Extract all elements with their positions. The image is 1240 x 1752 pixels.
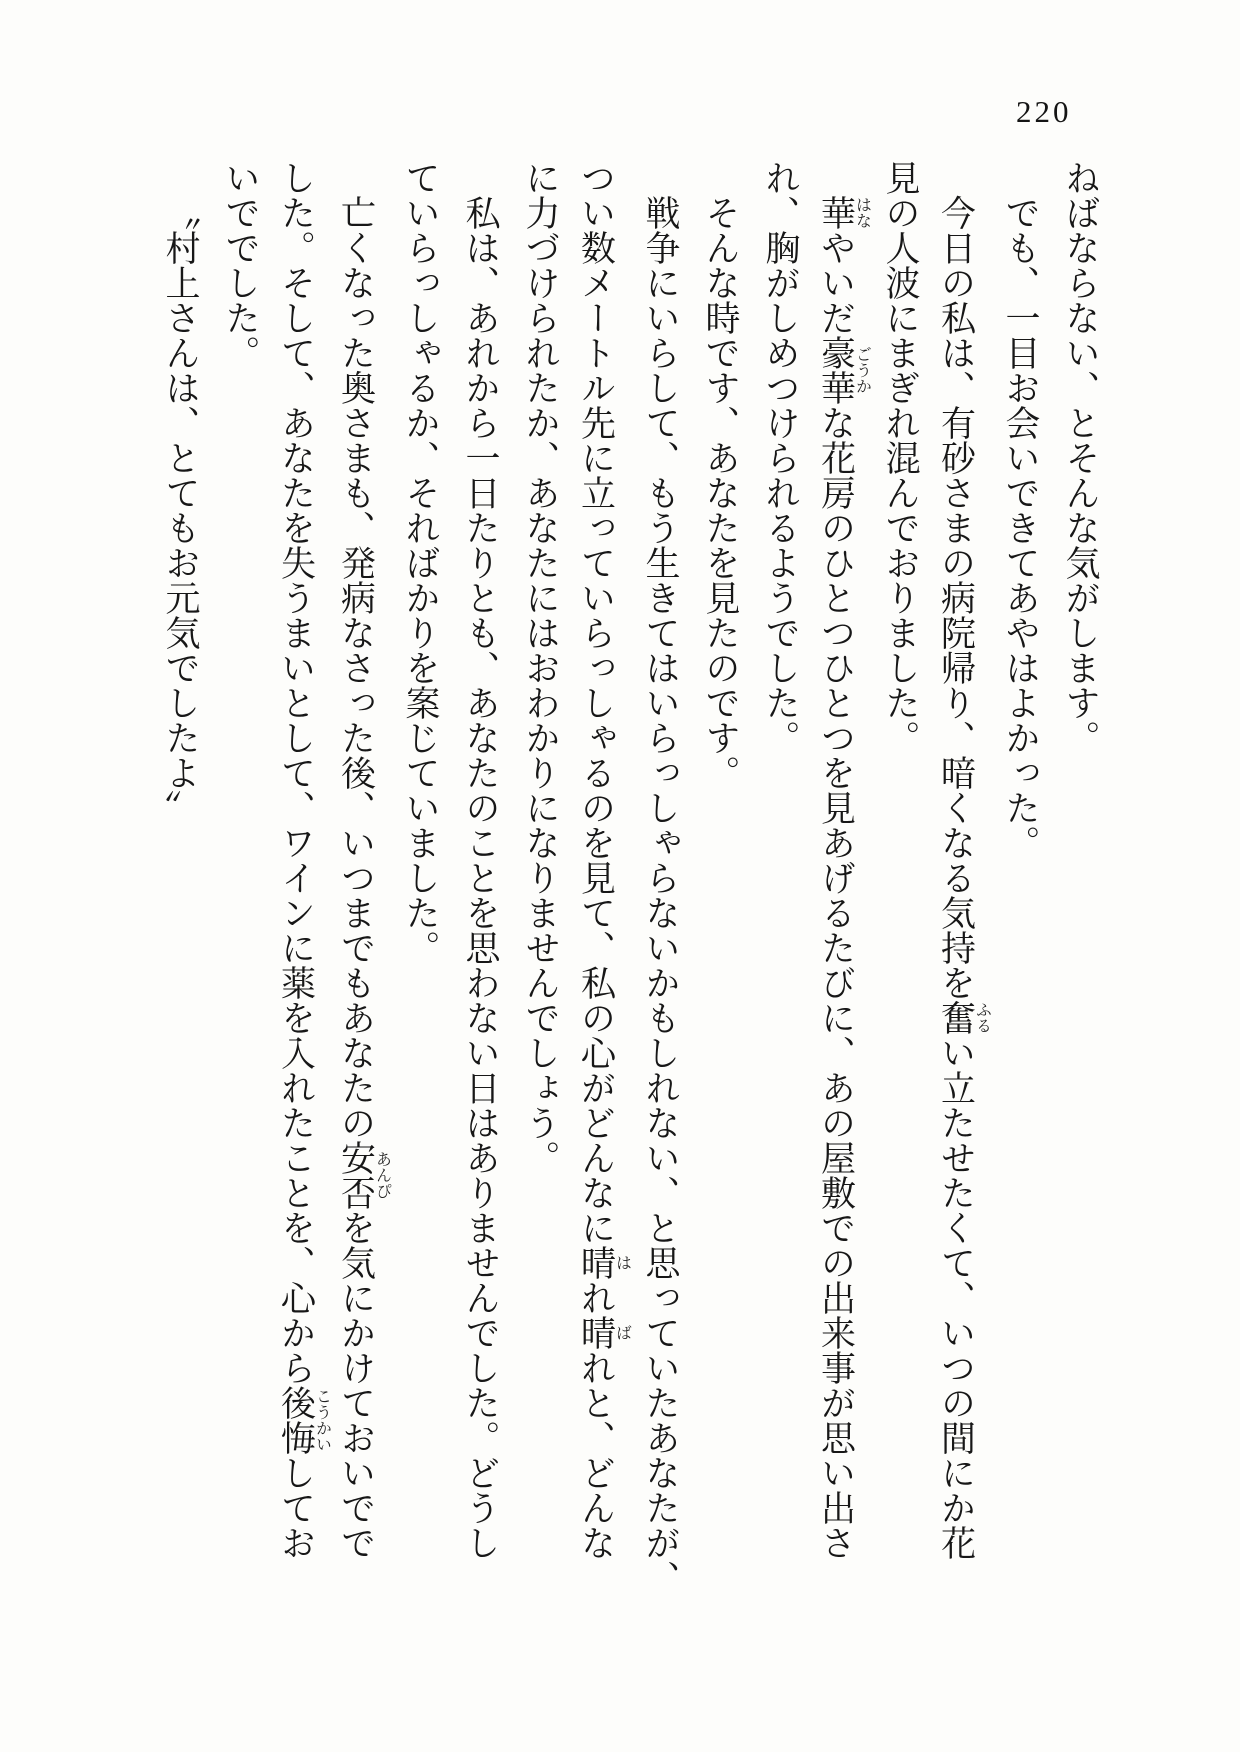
page-number: 220 [1016, 94, 1072, 129]
text-run: ていらっしゃるか、そればかりを案じていました。 [401, 160, 440, 965]
furigana-text: ふる [973, 1000, 991, 1035]
furigana-text: ごうか [853, 335, 871, 405]
text-run: な花房のひとつひとつを見あげるたびに、あの屋敷での出来事が思い出さ [816, 405, 856, 1560]
text-column [630, 160, 690, 1600]
text-run: してお [276, 1455, 316, 1560]
text-column [690, 160, 750, 1600]
text-block [146, 160, 1110, 1600]
text-run: れ、胸がしめつけられるようでした。 [761, 160, 800, 755]
text-run: い立たせたくて、いつの間にか花 [936, 1035, 976, 1560]
text-run: 見の人波にまぎれ混んでおりました。 [881, 160, 920, 755]
text-run: いででした。 [221, 160, 260, 370]
text-column [750, 160, 810, 1600]
furigana-ruby: 安否あんぴ [336, 1140, 391, 1210]
text-run: やいだ [816, 230, 856, 335]
text-column [330, 160, 390, 1600]
furigana-ruby: 華はな [816, 195, 871, 230]
text-run: に力づけられたか、あなたにはおわかりになりませんでしょう。 [521, 160, 560, 1175]
text-run: れと、どんな [576, 1350, 616, 1560]
text-run: 亡くなった奥さまも、発病なさった後、いつまでもあなたの [336, 195, 376, 1140]
text-column [930, 160, 990, 1600]
furigana-ruby: 後悔こうかい [276, 1385, 331, 1455]
text-column [570, 160, 630, 1600]
furigana-ruby: 晴ば [576, 1315, 631, 1350]
text-run: した。そして、あなたを失うまいとして、ワインに薬を入れたことを、心から [276, 160, 316, 1385]
text-run: 私は、あれから一日たりとも、あなたのことを思わない日はありませんでした。どうし [461, 195, 500, 1560]
furigana-text: こうかい [313, 1385, 331, 1455]
text-run: 〝村上さんは、とてもお元気でしたよ〟 [161, 195, 200, 825]
furigana-ruby: 晴は [576, 1245, 631, 1280]
furigana-text: は [613, 1245, 631, 1280]
text-column [810, 160, 870, 1600]
text-column [990, 160, 1050, 1600]
text-run: 今日の私は、有砂さまの病院帰り、暗くなる気持を [936, 195, 976, 1000]
text-column [150, 160, 210, 1600]
text-run: でも、一目お会いできてあやはよかった。 [1001, 195, 1040, 860]
text-run: つい数メートル先に立っていらっしゃるのを見て、私の心がどんなに [576, 160, 616, 1245]
text-column [210, 160, 270, 1600]
text-run: ねばならない、とそんな気がします。 [1061, 160, 1100, 755]
text-column [450, 160, 510, 1600]
text-run: れ [576, 1280, 616, 1315]
text-column [870, 160, 930, 1600]
furigana-ruby: 豪華ごうか [816, 335, 871, 405]
text-column [510, 160, 570, 1600]
furigana-text: はな [853, 195, 871, 230]
text-column [270, 160, 330, 1600]
text-run: 戦争にいらして、もう生きてはいらっしゃらないかもしれない、と思っていたあなたが、 [641, 195, 680, 1595]
furigana-ruby: 奮ふる [936, 1000, 991, 1035]
text-run: を気にかけておいでで [336, 1210, 376, 1560]
text-run: そんな時です、あなたを見たのです。 [701, 195, 740, 790]
furigana-text: ば [613, 1315, 631, 1350]
furigana-text: あんぴ [373, 1140, 391, 1210]
text-column [390, 160, 450, 1600]
text-column [1050, 160, 1110, 1600]
